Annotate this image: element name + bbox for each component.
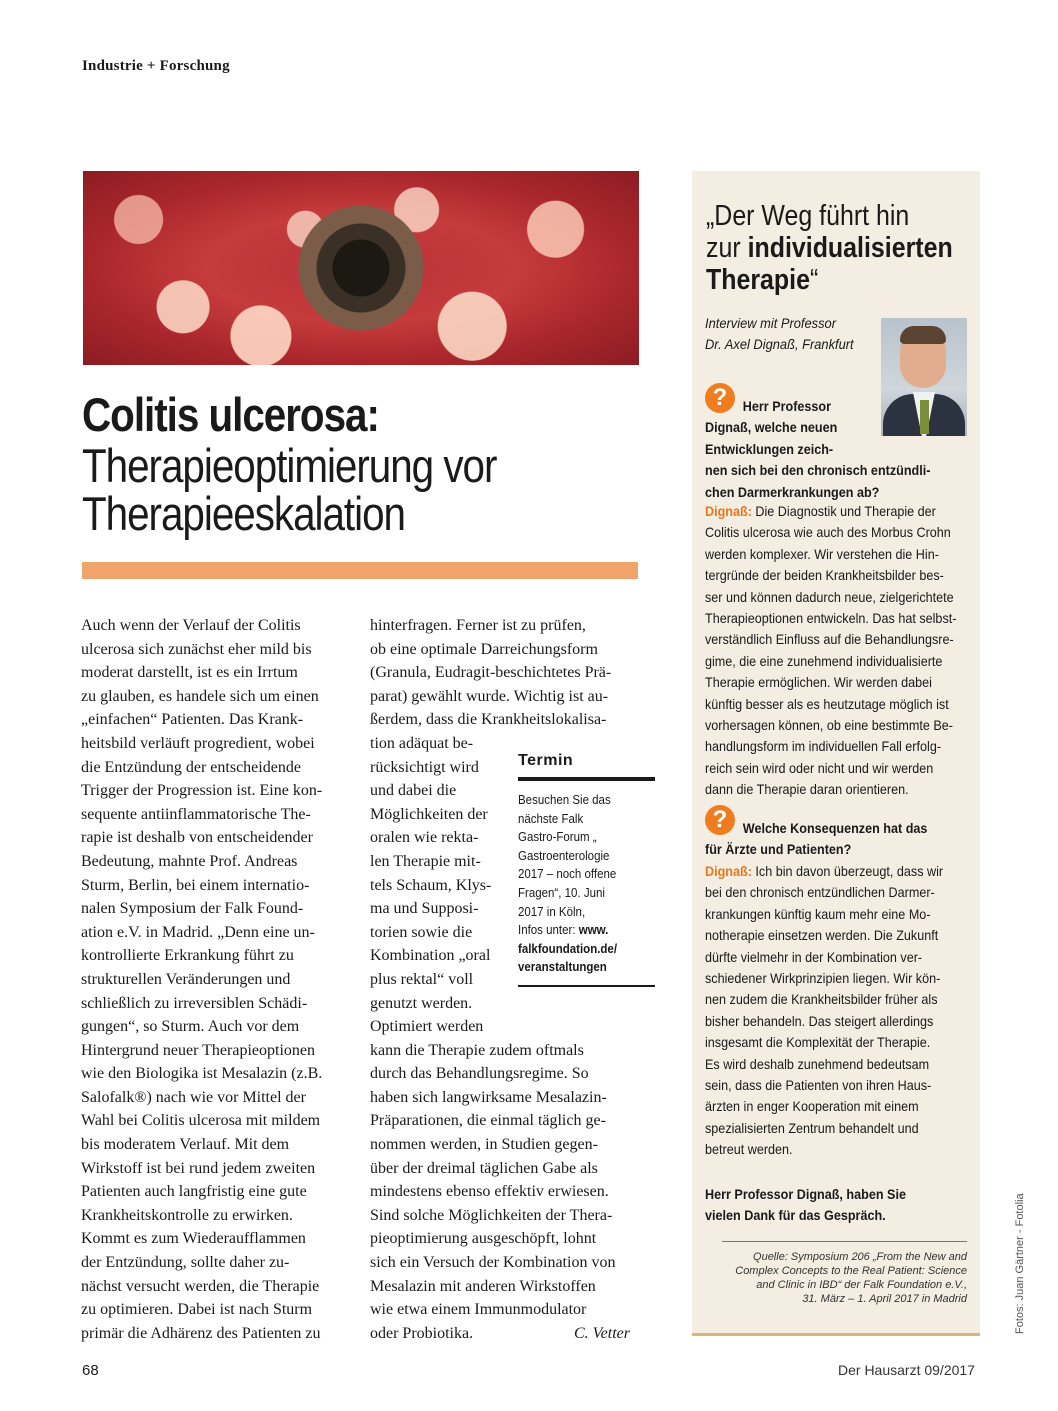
termin-text: [518, 791, 656, 977]
termin-line: Gastro-Forum „: [518, 830, 597, 845]
interview-heading-line-3: Therapie“: [706, 264, 819, 296]
author-signature: C. Vetter: [574, 1324, 630, 1342]
answer-line: krankungen künftig kaum mehr eine Mo-: [705, 905, 931, 922]
photo-credit: Fotos: Juan Gärtner - Fotolia: [1014, 1193, 1026, 1334]
publication-name: Der Hausarzt 09/2017: [838, 1362, 975, 1378]
body-line: parat) gewählt wurde. Wichtig ist au-: [370, 687, 609, 705]
body-line: nächst versucht werden, die Therapie: [81, 1277, 320, 1295]
answer-line: reich sein wird oder nicht und wir werden: [705, 759, 934, 776]
answer-line: notherapie einsetzen werden. Die Zukunft: [705, 927, 939, 944]
body-line: wie etwa einem Immunmodulator: [370, 1301, 587, 1319]
headline-sub-line-2: Therapieeskalation: [82, 487, 405, 540]
body-line: ation e.V. in Madrid. „Denn eine un-: [81, 923, 315, 941]
answer-2: [705, 861, 943, 1161]
termin-link-line-3[interactable]: veranstaltungen: [518, 960, 607, 975]
body-line: Kombination „oral: [370, 947, 491, 965]
body-line: rücksichtigt wird: [370, 758, 479, 776]
body-line: ßerdem, dass die Krankheitslokalisa-: [370, 711, 607, 729]
question-line: Welche Konsequenzen hat das: [742, 820, 928, 836]
termin-link-line-1[interactable]: Infos unter: www.: [518, 923, 609, 938]
closing-line: vielen Dank für das Gespräch.: [705, 1207, 886, 1224]
body-line: ob eine optimale Darreichungsform: [370, 640, 598, 658]
body-line: hinterfragen. Ferner ist zu prüfen,: [370, 617, 586, 634]
body-line: pieoptimierung ausgeschöpft, lohnt: [370, 1230, 597, 1248]
source-line: Quelle: Symposium 206 „From the New and: [753, 1251, 967, 1263]
question-line: chen Darmerkrankungen ab?: [705, 483, 880, 500]
body-line: und dabei die: [370, 782, 457, 800]
body-column-left: [81, 614, 351, 1345]
body-line: Mesalazin mit anderen Wirkstoffen: [370, 1277, 596, 1295]
answer-line: insgesamt die Komplexität der Therapie.: [705, 1034, 931, 1051]
body-line: Hintergrund neuer Therapieoptionen: [81, 1041, 315, 1059]
body-line: primär die Adhärenz des Patienten zu: [81, 1324, 321, 1342]
section-label: Industrie + Forschung: [82, 58, 230, 74]
answer-line: bei den chronisch entzündlichen Darmer-: [705, 884, 935, 901]
source-note: [710, 1250, 967, 1306]
body-line: plus rektal“ voll: [370, 970, 474, 988]
termin-rule-bottom: [518, 985, 655, 987]
answer-line: ser und können dadurch neue, zielgerichtete: [705, 588, 954, 605]
body-line: Optimiert werden: [370, 1018, 484, 1036]
body-line: Trigger der Progression ist. Eine kon-: [81, 782, 323, 800]
answer-line: Es wird deshalb zunehmend bedeutsam: [705, 1055, 930, 1072]
question-line: Dignaß, welche neuen: [705, 419, 838, 436]
termin-line: 2017 in Köln,: [518, 904, 586, 919]
body-line: Auch wenn der Verlauf der Colitis: [81, 617, 301, 634]
termin-box: [518, 752, 655, 987]
body-line: len Therapie mit-: [370, 852, 481, 870]
body-line: strukturellen Veränderungen und: [81, 970, 291, 988]
body-line: Salofalk®) nach wie vor Mittel der: [81, 1088, 306, 1106]
body-line: kontrollierte Erkrankung führt zu: [81, 947, 294, 965]
sidebar-bottom-rule: [692, 1333, 980, 1336]
answer-line: ärzten in enger Kooperation mit einem: [705, 1098, 919, 1115]
body-line: oder Probiotika. C. Vetter: [370, 1322, 645, 1346]
source-line: and Clinic in IBD“ der Falk Foundation e.V.,: [756, 1279, 967, 1291]
headline-sub-line-1: Therapieoptimierung vor: [82, 439, 497, 492]
body-line: nalen Symposium der Falk Found-: [81, 900, 304, 918]
answer-line: sein, dass die Patienten von ihren Haus-: [705, 1077, 932, 1094]
termin-line: 2017 – noch offene: [518, 867, 617, 882]
answer-line: spezialisierten Zentrum behandelt und: [705, 1119, 919, 1136]
answer-line: schiedener Wirkprinzipien liegen. Wir kön-: [705, 970, 941, 987]
answer-line: Colitis ulcerosa wie auch des Morbus Crohn: [705, 524, 951, 541]
body-line: der Entzündung, sollte daher zu-: [81, 1254, 290, 1272]
body-line: Sturm, Berlin, bei einem internatio-: [81, 876, 310, 894]
body-line: (Granula, Eudragit-beschichtetes Prä-: [370, 664, 612, 682]
question-line: nen sich bei den chronisch entzündli-: [705, 462, 931, 479]
body-line: gungen“, so Sturm. Auch vor dem: [81, 1018, 300, 1036]
termin-line: Fragen“, 10. Juni: [518, 885, 605, 900]
body-line: Krankheitskontrolle zu erwirken.: [81, 1206, 293, 1224]
speaker-label: Dignaß:: [705, 503, 752, 519]
body-line: tels Schaum, Klys-: [370, 876, 492, 894]
termin-line: Besuchen Sie das: [518, 793, 611, 807]
page-number: 68: [82, 1362, 99, 1379]
source-line: 31. März – 1. April 2017 in Madrid: [802, 1293, 967, 1305]
question-2: [705, 818, 927, 861]
answer-1: [705, 501, 956, 801]
question-line: für Ärzte und Patienten?: [705, 841, 852, 858]
termin-rule-top: [518, 777, 655, 781]
answer-line: nen zudem die Krankheitsbilder früher als: [705, 991, 938, 1008]
body-line: wie den Biologika ist Mesalazin (z.B.: [81, 1065, 323, 1083]
termin-title: Termin: [518, 752, 574, 769]
body-line: nommen werden, in Studien gegen-: [370, 1136, 598, 1154]
closing-line: Herr Professor Dignaß, haben Sie: [705, 1186, 906, 1202]
headline-main: Colitis ulcerosa:: [82, 388, 379, 441]
question-line: Entwicklungen zeich-: [705, 440, 834, 457]
answer-line: betreut werden.: [705, 1141, 793, 1158]
body-line: Bedeutung, mahnte Prof. Andreas: [81, 852, 298, 870]
body-line: Möglichkeiten der: [370, 805, 488, 823]
answer-line: Dignaß: Ich bin davon überzeugt, dass wir: [705, 863, 944, 879]
body-line: torien sowie die: [370, 923, 473, 941]
body-line: sich ein Versuch der Kombination von: [370, 1254, 616, 1272]
answer-line: gime, die eine zunehmend individualisierte: [705, 652, 943, 669]
body-line: bis moderatem Verlauf. Mit dem: [81, 1136, 290, 1154]
body-line: zu glauben, es handele sich um einen: [81, 687, 319, 705]
body-line: die Entzündung der entscheidende: [81, 758, 301, 776]
question-icon: ?: [705, 383, 735, 413]
answer-line: dann die Therapie daran orientieren.: [705, 781, 909, 798]
interview-heading-line-2: zur individualisierten: [706, 232, 953, 264]
body-line: schließlich zu irreversiblen Schädi-: [81, 994, 308, 1012]
interview-heading-line-1: „Der Weg führt hin: [706, 200, 910, 232]
answer-line: vorhersagen können, ob eine bestimmte Be-: [705, 717, 953, 734]
body-line: durch das Behandlungsregime. So: [370, 1065, 589, 1083]
termin-link-prefix: Infos unter:: [518, 923, 576, 938]
answer-line: Dignaß: Die Diagnostik und Therapie der: [705, 503, 936, 519]
answer-line: Therapie ermöglichen. Wir werden dabei: [705, 674, 932, 691]
source-line: Complex Concepts to the Real Patient: Science: [735, 1265, 967, 1277]
answer-line: werden komplexer. Wir verstehen die Hin-: [705, 545, 939, 562]
answer-line: handlungsform im individuellen Fall erfolg-: [705, 738, 942, 755]
termin-line: Gastroenterologie: [518, 848, 610, 863]
answer-line: bisher behandeln. Das steigert allerdings: [705, 1012, 934, 1029]
body-line: oralen wie rekta-: [370, 829, 479, 847]
question-line: Herr Professor: [742, 398, 832, 414]
body-line: kann die Therapie zudem oftmals: [370, 1041, 584, 1059]
body-line: heitsbild verläuft progredient, wobei: [81, 734, 315, 752]
body-line: mindestens ebenso effektiv erwiesen.: [370, 1183, 609, 1201]
body-line: Sind solche Möglichkeiten der Thera-: [370, 1206, 613, 1224]
speaker-label: Dignaß:: [705, 863, 752, 879]
orange-divider: [82, 562, 638, 579]
body-line: haben sich langwirksame Mesalazin-: [370, 1088, 607, 1106]
body-line: moderat darstellt, ist es ein Irrtum: [81, 664, 298, 682]
body-line: Wahl bei Colitis ulcerosa mit mildem: [81, 1112, 321, 1130]
body-line: Patienten auch langfristig eine gute: [81, 1183, 307, 1201]
termin-link-line-2[interactable]: falkfoundation.de/: [518, 941, 618, 956]
body-line: sequente antiinflammatorische The-: [81, 805, 311, 823]
answer-line: Therapieoptionen entwickeln. Das hat selbst-: [705, 610, 957, 627]
body-line: Wirkstoff ist bei rund jedem zweiten: [81, 1159, 316, 1177]
body-line: ma und Supposi-: [370, 900, 479, 918]
body-line: zu optimieren. Dabei ist nach Sturm: [81, 1301, 313, 1319]
answer-line: verständlich Einfluss auf die Behandlungsre-: [705, 631, 954, 648]
hero-image-colon: [83, 171, 639, 365]
body-line: ulcerosa sich zunächst eher mild bis: [81, 640, 312, 658]
body-line: über der dreimal täglichen Gabe als: [370, 1159, 598, 1177]
body-line: rapie ist deshalb von entscheidender: [81, 829, 313, 847]
source-rule: [722, 1241, 967, 1242]
body-line: genutzt werden.: [370, 994, 473, 1012]
interview-closing: [705, 1184, 906, 1227]
interview-intro: Interview mit Professor Dr. Axel Dignaß, Frankfurt: [705, 315, 854, 352]
termin-lines: [518, 791, 656, 921]
question-icon: ?: [705, 805, 735, 835]
body-line: Kommt es zum Wiederaufflammen: [81, 1230, 306, 1248]
answer-line: künftig besser als es heutzutage möglich ist: [705, 695, 949, 712]
answer-line: dürfte vielmehr in der Kombination ver-: [705, 948, 923, 965]
answer-line: tergründe der beiden Krankheitsbilder bes-: [705, 567, 944, 584]
body-line: „einfachen“ Patienten. Das Krank-: [81, 711, 304, 729]
termin-line: nächste Falk: [518, 811, 584, 826]
question-1: [705, 396, 930, 503]
body-line: tion adäquat be-: [370, 734, 474, 752]
body-line: Präparationen, die einmal täglich ge-: [370, 1112, 606, 1130]
